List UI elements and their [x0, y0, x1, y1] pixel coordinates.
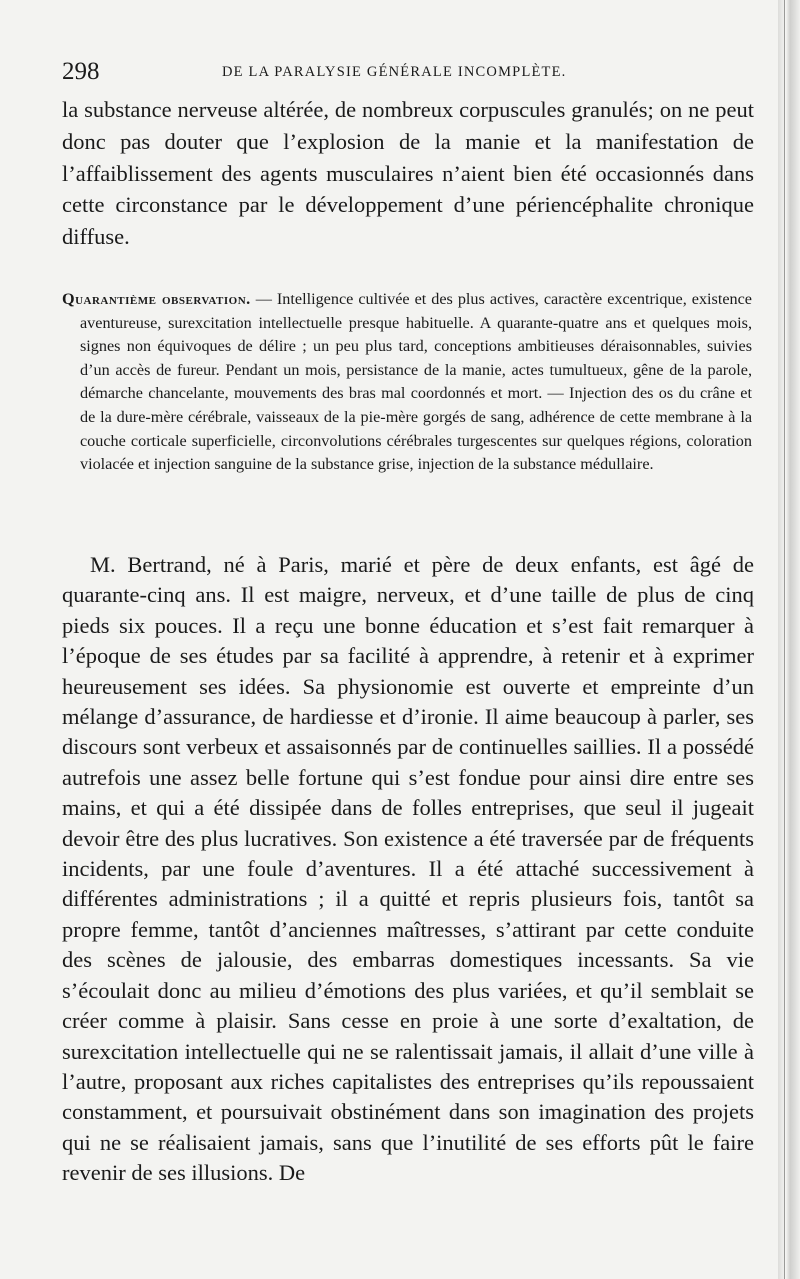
- main-paragraph: M. Bertrand, né à Paris, marié et père de deux enfants, est âgé de quarante-cinq ans. Il est maigre, nerveux, et d’une taille de plus de cinq pieds six pouces. Il a reçu une bonne éducation et s’est fait remarquer à l’époque de ses études par sa facilité à apprendre, à retenir et à exprimer heureusement ses idées. Sa physionomie est ouverte et empreinte d’un mélange d’assurance, de hardiesse et d’ironie. Il aime beaucoup à parler, ses discours sont verbeux et assaisonnés par de continuelles saillies. Il a possédé autrefois une assez belle fortune qui s’est fondue pour ainsi dire entre ses mains, et qui a été dissipée dans de folles entreprises, que seul il jugeait devoir être des plus lucratives. Son existence a été traversée par de fréquents incidents, par une foule d’aventures. Il a été attaché successivement à différentes administrations ; il a quitté et repris plusieurs fois, tantôt sa propre femme, tantôt d’anciennes maîtresses, s’attirant par cette conduite des scènes de jalousie, des embarras domestiques incessants. Sa vie s’écoulait donc au milieu d’émotions des plus variées, et qu’il semblait se créer comme à plaisir. Sans cesse en proie à une sorte d’exaltation, de surexcitation intellectuelle qui ne se ralentissait jamais, il allait d’une ville à l’autre, proposant aux riches capitalistes des entreprises qu’ils repoussaient constamment, et poursuivait obstinément dans son imagination des projets qui ne se réalisaient jamais, sans que l’inutilité de ses efforts pût le faire revenir de ses illusions. De: [62, 552, 754, 1186]
- observation-summary: [62, 288, 752, 477]
- running-head: DE LA PARALYSIE GÉNÉRALE INCOMPLÈTE.: [222, 64, 567, 80]
- observation-label: Quarantième observation.: [62, 290, 251, 308]
- intro-paragraph: la substance nerveuse altérée, de nombreux corpuscules granulés; on ne peut donc pas douter que l’explosion de la manie et la manifestation de l’affaiblissement des agents musculaires n’aient bien été occasionnés dans cette circonstance par le développement d’une périencéphalite chronique diffuse.: [62, 97, 754, 250]
- observation-text: — Intelligence cultivée et des plus actives, caractère excentrique, existence aventureuse, surexcitation intellectuelle presque habituelle. A quarante-quatre ans et quelques mois, signes non équivoques de délire ; un peu plus tard, conceptions ambitieuses déraisonnables, suivies d’un accès de fureur. Pendant un mois, persistance de la manie, actes tumultueux, gêne de la parole, démarche chancelante, mouvements des bras mal coordonnés et mort. — Injection des os du crâne et de la dure-mère cérébrale, vaisseaux de la pie-mère gorgés de sang, adhérence de cette membrane à la couche corticale superficielle, circonvolutions cérébrales turgescentes sur quelques régions, coloration violacée et injection sanguine de la substance grise, injection de la substance médullaire.: [80, 290, 752, 474]
- page-edge: [778, 0, 800, 1279]
- page-number: 298: [62, 58, 100, 85]
- page-header: [62, 56, 752, 90]
